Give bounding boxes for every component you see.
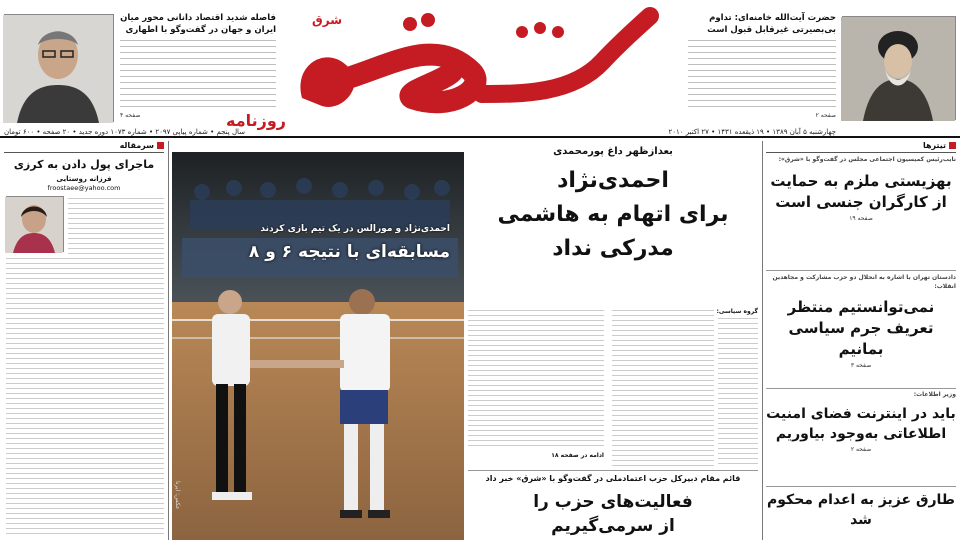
right-item-page: صفحه ۳ [850, 362, 872, 370]
lead-kicker: بعدازظهر داغ پورمحمدی [553, 146, 673, 157]
divider [766, 270, 956, 271]
author-name: فرزانه روستایی [56, 175, 112, 183]
photo-credit: عکس: ایرنا [174, 481, 181, 510]
divider [468, 470, 758, 471]
right-item-kicker: وزیر اطلاعات: [913, 391, 956, 398]
section-marker-icon [949, 142, 956, 149]
lead-continue[interactable]: ادامه در صفحه ۱۸ [551, 452, 604, 459]
right-item-title: طارق عزیز به اعدام محکوم شد [767, 492, 955, 528]
portrait-illustration [3, 15, 113, 123]
section-marker-icon [157, 142, 164, 149]
portrait-illustration [5, 197, 63, 253]
leader-photo [842, 16, 956, 120]
author-photo [6, 196, 64, 252]
right-item-1[interactable] [766, 156, 956, 222]
right-item-title: نمی‌توانستیم منتظر تعریف جرم سیاسی بمانیم [787, 298, 935, 359]
issue-number: سال پنجم • شماره پیاپی ۲۰۹۷ • شماره ۱۰۷۳ دوره جدید • ۲۰ صفحه • ۶۰۰ تومان [4, 128, 246, 136]
teaser-left-title[interactable]: فاصله شدید اقتصاد دانانی محور میان ایران و جهان در گفت‌وگو با اطهاری [120, 13, 276, 35]
right-item-title: باید در اینترنت فضای امنیت اطلاعاتی به‌وجود بیاوریم [766, 405, 956, 442]
masthead [0, 0, 960, 138]
shargh-logo [226, 2, 692, 134]
second-kicker: قائم مقام دبیرکل حزب اعتمادملی در گفت‌وگو با «شرق» خبر داد [485, 474, 741, 483]
right-section-tab: تیترها [766, 141, 956, 153]
portrait-illustration [841, 17, 955, 121]
teaser-left-page: صفحه ۴ [120, 112, 141, 119]
lead-body-col-2 [468, 310, 604, 450]
column-rule [168, 141, 169, 540]
photo-caption-big: مسابقه‌ای با نتیجه ۶ و ۸ [248, 242, 450, 262]
editorial-title[interactable]: ماجرای پول دادن به کرزی [13, 158, 155, 171]
logo-subtext: روزنامه [226, 111, 286, 130]
issue-date: چهارشنبه ۵ آبان ۱۳۸۹ • ۱۹ ذیقعده ۱۴۳۱ • ۲۷ اکتبر ۲۰۱۰ [668, 128, 836, 136]
lead-body-col-1 [612, 310, 714, 468]
right-item-title: بهزیستی ملزم به حمایت از کارگران جنسی است [770, 171, 952, 211]
second-headline[interactable]: فعالیت‌های حزب را از سرمی‌گیریم [533, 492, 693, 536]
economist-photo [4, 14, 114, 122]
right-item-3[interactable] [766, 391, 956, 453]
lead-label: گروه سیاسی: [716, 308, 758, 315]
match-photo-illustration [172, 152, 464, 540]
teaser-right-page: صفحه ۲ [815, 112, 836, 119]
right-item-kicker: نایب‌رئیس کمیسیون اجتماعی مجلس در گفت‌وگو با «شرق»: [778, 156, 956, 163]
lead-body-col-1b [718, 318, 758, 468]
right-item-page: صفحه ۱۹ [849, 214, 873, 222]
right-item-4[interactable] [766, 490, 956, 530]
editorial-body-top [68, 198, 164, 254]
lead-headline[interactable]: احمدی‌نژاد برای اتهام به هاشمی مدرکی نداد [497, 168, 729, 261]
divider [766, 486, 956, 487]
left-section-tab: سرمقاله [4, 141, 164, 153]
teaser-right-body [688, 40, 836, 110]
column-rule [762, 141, 763, 540]
divider [766, 388, 956, 389]
author-email: froostaee@yahoo.com [47, 184, 121, 192]
teaser-right-title[interactable]: حضرت آیت‌الله خامنه‌ای: تداوم بی‌بصیرتی غیرقابل قبول است [707, 13, 836, 35]
football-photo[interactable] [172, 152, 464, 540]
teaser-left-body [120, 40, 276, 110]
right-item-page: صفحه ۲ [850, 445, 872, 453]
logo-wordmark: شرق [312, 13, 342, 27]
editorial-body [6, 258, 164, 538]
right-item-2[interactable] [766, 274, 956, 369]
photo-caption-small: احمدی‌نژاد و مورالس در یک تیم بازی کردند [260, 224, 450, 234]
right-item-kicker: دادستان تهران با اشاره به انحلال دو حزب مشارکت و مجاهدین انقلاب: [772, 274, 956, 290]
